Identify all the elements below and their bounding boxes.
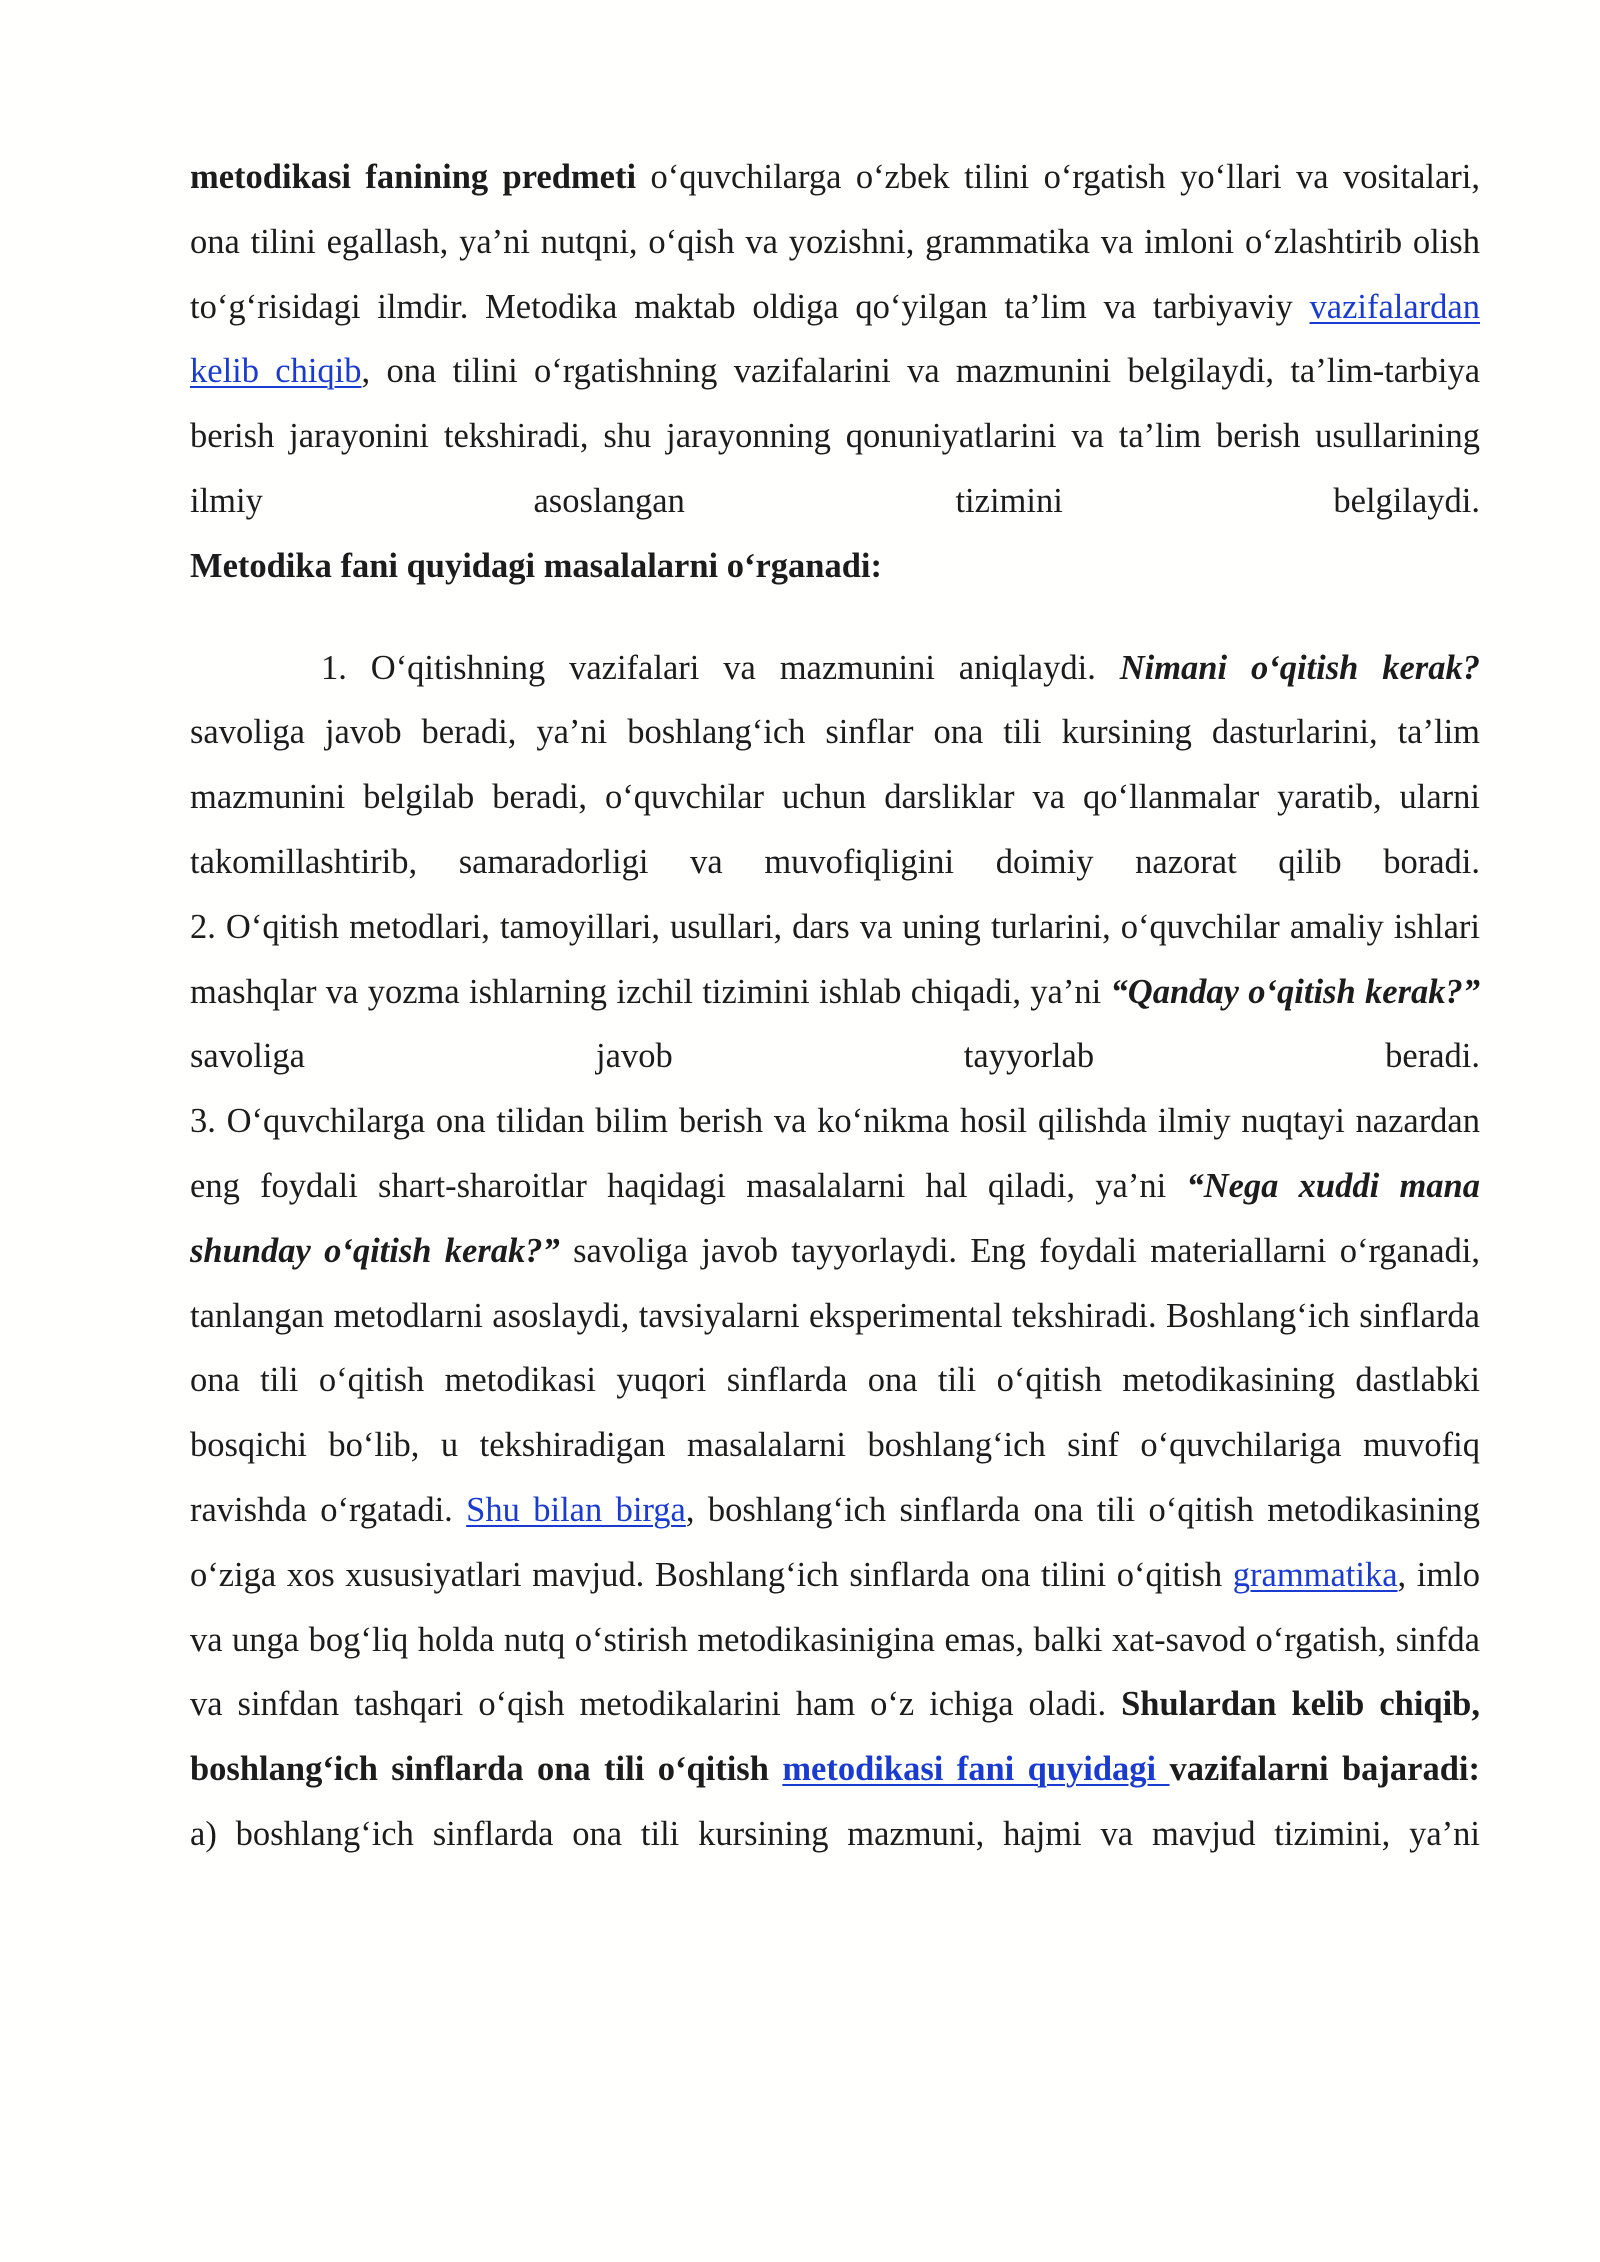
link-vazifalardan-kelib-chiqib[interactable]: vazifalardan kelib chiqib <box>190 287 1480 391</box>
link-grammatika[interactable]: grammatika <box>1232 1555 1398 1594</box>
text-run: savoliga javob tayyorlab beradi. <box>190 1037 1480 1076</box>
text-run: 2. O‘qitish metodlari, tamoyillari, usullari, dars va uning turlarini, o‘quvchilar amaliy ishlari mashqlar va yozma ishlarning izchil tizimini ishlab chiqadi, ya’ni <box>190 907 1480 1011</box>
list-item-2 <box>190 895 1480 1089</box>
link-metodikasi-fani-quyidagi[interactable] <box>782 1750 1169 1788</box>
text-run: o‘quvchilarga o‘zbek tilini o‘rgatish yo‘llari va vositalari, ona tilini egallash, ya’ni nutqni, o‘qish va yozishni, grammatika va imloni o‘zlashtirib olish to‘g‘risidagi ilmdir. Metodika maktab oldiga qo‘yilgan ta’lim va tarbiyaviy <box>190 158 1480 326</box>
question-qanday: “Qanday o‘qitish kerak?” <box>1110 972 1481 1011</box>
heading-text: Metodika fani quyidagi masalalarni o‘rganadi: <box>190 546 882 585</box>
section-heading <box>190 534 1480 599</box>
question-nega: “Nega xuddi mana shunday o‘qitish kerak?” <box>190 1166 1480 1270</box>
text-run: , ona tilini o‘rgatishning vazifalarini va mazmunini belgilaydi, ta’lim-tarbiya berish jarayonini tekshiradi, shu jarayonning qonuniyatlarini va ta’lim berish usullarining ilmiy asoslangan tizimini belgilaydi. <box>190 352 1481 520</box>
bold-run: vazifalarni bajaradi: <box>1169 1750 1480 1789</box>
bold-run: Shulardan kelib chiqib, boshlang‘ich sinflarda ona tili o‘qitish <box>190 1685 1480 1789</box>
text-run: savoliga javob beradi, ya’ni boshlang‘ich sinflar ona tili kursining dasturlarini, ta’lim mazmunini belgilab beradi, o‘quvchilar uchun darsliklar va qo‘llanmalar yaratib, ularni takomillashtirib, samaradorligi va muvofiqligini doimiy nazorat qilib boradi. <box>190 713 1480 881</box>
bold-term-predmeti: metodikasi fanining predmeti <box>190 158 637 196</box>
list-item-a <box>190 1802 1480 1867</box>
list-item-1 <box>190 636 1480 895</box>
question-nimani: Nimani o‘qitish kerak? <box>1119 648 1480 687</box>
text-run: savoliga javob tayyorlaydi. Eng foydali materiallarni o‘rganadi, tanlangan metodlarni asoslaydi, tavsiyalarni eksperimental tekshiradi. Boshlang‘ich sinflarda ona tili o‘qitish metodikasi yuqori sinflarda ona tili o‘qitish metodikasining dastlabki bosqichi bo‘lib, u tekshiradigan masalalarni boshlang‘ich sinf o‘quvchilariga muvofiq ravishda o‘rgatadi. <box>190 1231 1480 1529</box>
list-item-3 <box>190 1089 1480 1802</box>
document-body <box>190 145 1480 1867</box>
text-run: a) boshlang‘ich sinflarda ona tili kursining mazmuni, hajmi va mavjud tizimini, ya’ni <box>190 1814 1480 1853</box>
text-run: , boshlang‘ich sinflarda ona tili o‘qitish metodikasining o‘ziga xos xususiyatlari mavjud. Boshlang‘ich sinflarda ona tilini o‘qitish <box>190 1490 1480 1594</box>
text-run: , imlo va unga bog‘liq holda nutq o‘stirish metodikasinigina emas, balki xat-savod o‘rgatish, sinfda va sinfdan tashqari o‘qish metodikalarini ham o‘z ichiga oladi. <box>190 1555 1480 1724</box>
link-shu-bilan-birga[interactable]: Shu bilan birga <box>466 1490 686 1529</box>
text-run: 1. O‘qitishning vazifalari va mazmunini aniqlaydi. <box>321 648 1120 687</box>
bold-link-text: metodikasi fani quyidagi <box>782 1750 1170 1789</box>
text-run: 3. O‘quvchilarga ona tilidan bilim berish va ko‘nikma hosil qilishda ilmiy nuqtayi nazardan eng foydali shart-sharoitlar haqidagi masalalarni hal qiladi, ya’ni <box>190 1102 1480 1205</box>
paragraph-intro <box>190 145 1480 534</box>
